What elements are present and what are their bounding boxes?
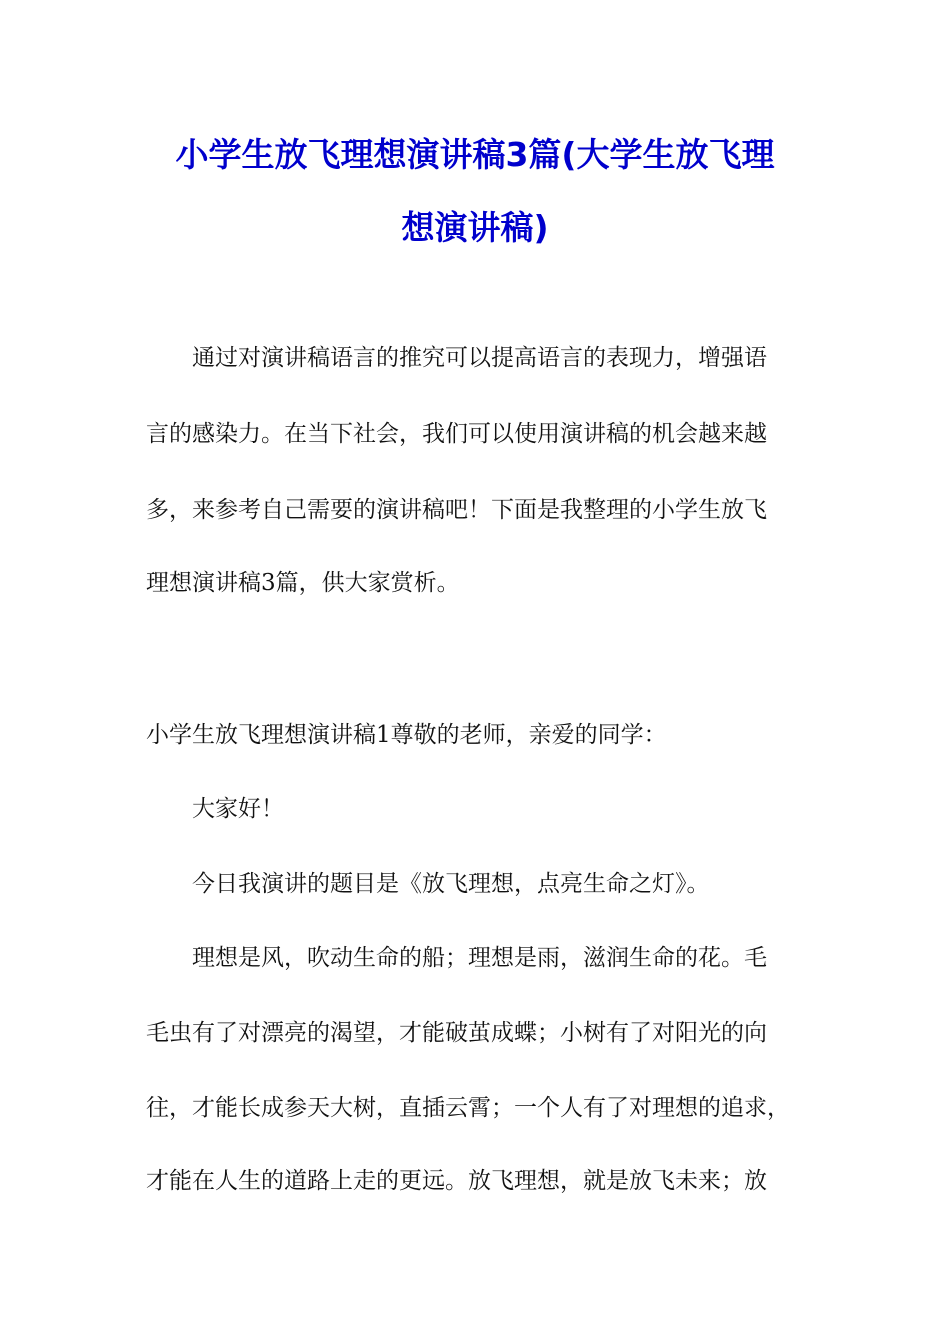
body-line-4: 才能在人生的道路上走的更远。放飞理想，就是放飞未来；放 xyxy=(146,1168,767,1194)
intro-line-3: 多，来参考自己需要的演讲稿吧！下面是我整理的小学生放飞 xyxy=(146,497,767,523)
document-title-line-1: 小学生放飞理想演讲稿3篇(大学生放飞理 xyxy=(175,135,775,174)
intro-line-2: 言的感染力。在当下社会，我们可以使用演讲稿的机会越来越 xyxy=(146,421,767,447)
speech-heading: 小学生放飞理想演讲稿1尊敬的老师，亲爱的同学： xyxy=(146,722,667,748)
body-line-3: 往，才能长成参天大树，直插云霄；一个人有了对理想的追求， xyxy=(146,1095,790,1121)
intro-line-4: 理想演讲稿3篇，供大家赏析。 xyxy=(146,570,460,596)
document-title-line-2: 想演讲稿) xyxy=(401,208,549,247)
intro-line-1: 通过对演讲稿语言的推究可以提高语言的表现力，增强语 xyxy=(192,345,767,371)
body-line-1: 理想是风，吹动生命的船；理想是雨，滋润生命的花。毛 xyxy=(192,945,767,971)
body-line-2: 毛虫有了对漂亮的渴望，才能破茧成蝶；小树有了对阳光的向 xyxy=(146,1020,767,1046)
greeting: 大家好！ xyxy=(192,796,284,822)
topic-line: 今日我演讲的题目是《放飞理想，点亮生命之灯》。 xyxy=(192,871,710,897)
